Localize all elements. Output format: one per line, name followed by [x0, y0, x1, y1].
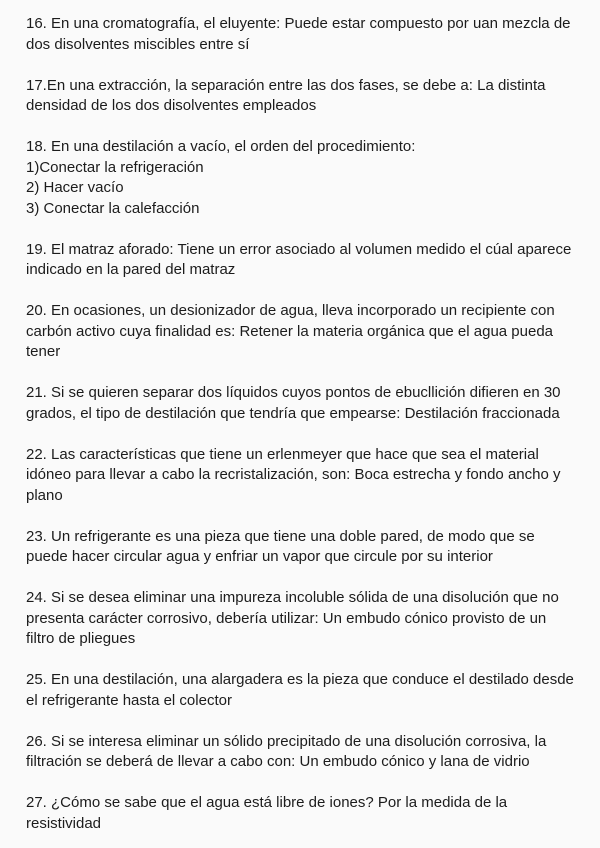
question-text-line: 3) Conectar la calefacción — [26, 199, 200, 217]
question-text-line: filtración se deberá de llevar a cabo con: Un embudo cónico y lana de vidrio — [26, 753, 530, 770]
question-text-line: 23. Un refrigerante es una pieza que tiene una doble pared, de modo que se — [26, 527, 535, 545]
question-text-line: 24. Si se desea eliminar una impureza incoluble sólida de una disolución que no — [26, 589, 559, 606]
question-item-q19 — [26, 240, 576, 281]
question-text-line: 25. En una destilación, una alargadera es la pieza que conduce el destilado desde — [26, 671, 574, 688]
question-text-line: plano — [26, 486, 63, 504]
question-text-line: puede hacer circular agua y enfriar un vapor que circule por su interior — [26, 548, 493, 565]
question-item-q20 — [26, 301, 576, 363]
question-text-line: 26. Si se interesa eliminar un sólido precipitado de una disolución corrosiva, la — [26, 732, 547, 750]
question-text-line: resistividad — [26, 814, 102, 832]
question-text-line: indicado en la pared del matraz — [26, 261, 236, 278]
question-text-line: idóneo para llevar a cabo la recristalización, son: Boca estrecha y fondo ancho y — [26, 466, 561, 483]
question-text-line: 20. En ocasiones, un desionizador de agua, lleva incorporado un recipiente con — [26, 302, 555, 319]
question-text-line: 2) Hacer vacío — [26, 179, 124, 196]
question-text-line: grados, el tipo de destilación que tendría que empearse: Destilación fraccionada — [26, 404, 560, 422]
question-text-line: 16. En una cromatografía, el eluyente: Puede estar compuesto por uan mezcla de — [26, 15, 571, 32]
question-text-line: densidad de los dos disolventes empleados — [26, 97, 317, 114]
question-text-line: filtro de pliegues — [26, 630, 136, 647]
question-item-q16 — [26, 14, 576, 55]
question-text-line: 18. En una destilación a vacío, el orden del procedimiento: — [26, 138, 416, 155]
question-item-q21 — [26, 383, 576, 424]
question-item-q24 — [26, 588, 576, 650]
question-text-line: 21. Si se quieren separar dos líquidos cuyos pontos de ebucllición difieren en 30 — [26, 384, 561, 401]
question-text-line: 19. El matraz aforado: Tiene un error asociado al volumen medido el cúal aparece — [26, 240, 572, 258]
question-item-q27 — [26, 793, 576, 834]
question-text-line: el refrigerante hasta el colector — [26, 691, 232, 709]
question-item-q17 — [26, 76, 576, 117]
question-text-line: 22. Las características que tiene un erlenmeyer que hace que sea el material — [26, 445, 539, 463]
question-text-line: carbón activo cuya finalidad es: Retener la materia orgánica que el agua pueda — [26, 322, 554, 340]
question-text-line: 1)Conectar la refrigeración — [26, 158, 204, 176]
question-item-q22 — [26, 445, 576, 507]
question-item-q25 — [26, 670, 576, 711]
question-text-line: 27. ¿Cómo se sabe que el agua está libre de iones? Por la medida de la — [26, 794, 508, 811]
question-item-q18 — [26, 137, 576, 219]
question-text-line: tener — [26, 343, 61, 360]
question-item-q26 — [26, 732, 576, 773]
question-item-q23 — [26, 527, 576, 568]
question-text-line: 17.En una extracción, la separación entre las dos fases, se debe a: La distinta — [26, 76, 546, 94]
question-text-line: presenta carácter corrosivo, debería utilizar: Un embudo cónico provisto de un — [26, 609, 547, 627]
question-text-line: dos disolventes miscibles entre sí — [26, 35, 250, 53]
